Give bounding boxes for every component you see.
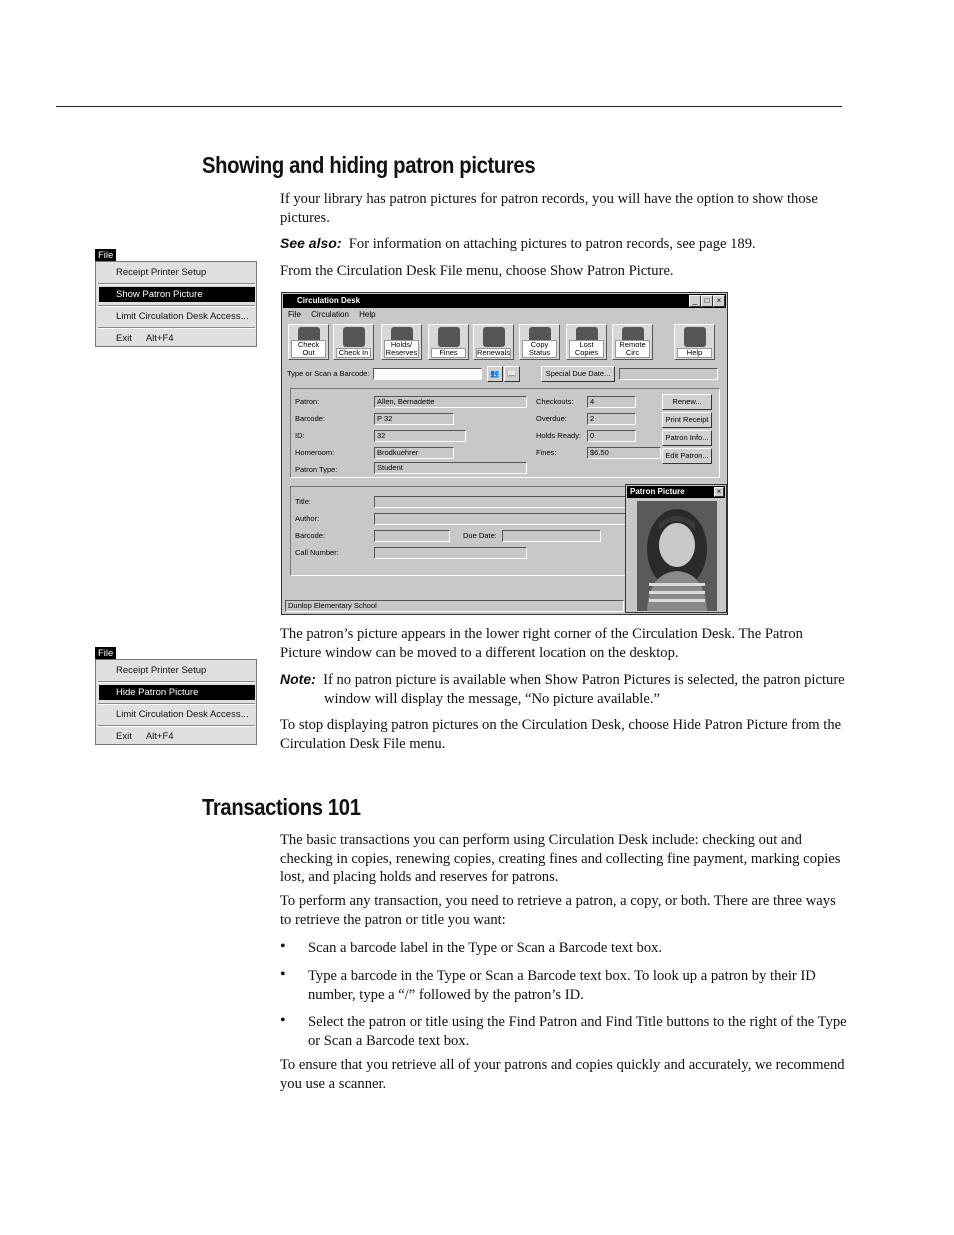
holds-reserves-button[interactable] — [381, 324, 422, 360]
menu-item-hide-patron-picture[interactable]: Hide Patron Picture — [99, 685, 255, 700]
edit-patron-button[interactable]: Edit Patron... — [662, 448, 712, 464]
maximize-icon[interactable]: □ — [701, 295, 713, 307]
close-icon[interactable]: × — [714, 487, 724, 497]
bullet-icon: • — [280, 966, 286, 983]
print-receipt-button[interactable]: Print Receipt — [662, 412, 712, 428]
homeroom-label: Homeroom: — [295, 448, 335, 457]
file-menu-title[interactable]: File — [95, 647, 116, 660]
patron-type-field: Student — [374, 462, 527, 474]
due-date-label: Due Date: — [463, 531, 497, 540]
tool-label: Renewals — [477, 348, 510, 357]
renewals-icon — [483, 327, 505, 347]
menu-separator — [98, 283, 255, 285]
tool-label: Lost Copies — [569, 340, 604, 358]
copy-barcode-field — [374, 530, 450, 542]
patron-picture-title: Patron Picture — [627, 486, 725, 498]
checkouts-field: 4 — [587, 396, 636, 408]
bullet-icon: • — [280, 938, 286, 955]
fines-field: $6.50 — [587, 447, 661, 459]
paragraph: From the Circulation Desk File menu, choose Show Patron Picture. — [280, 263, 674, 279]
file-menu-show — [95, 249, 258, 349]
close-icon[interactable]: × — [713, 295, 725, 307]
exit-label: Exit — [116, 731, 132, 742]
menu-item-show-patron-picture[interactable]: Show Patron Picture — [99, 287, 255, 302]
holds-ready-field: 0 — [587, 430, 636, 442]
see-also — [280, 234, 846, 254]
copy-barcode-label: Barcode: — [295, 531, 326, 540]
exit-shortcut: Alt+F4 — [145, 333, 174, 344]
tool-label: Help — [677, 348, 712, 358]
menu-item-exit[interactable] — [99, 331, 255, 346]
exit-shortcut: Alt+F4 — [145, 731, 174, 742]
section-heading: Showing and hiding patron pictures — [202, 152, 536, 178]
header-rule — [56, 106, 842, 107]
paragraph: The basic transactions you can perform using Circulation Desk include: checking out and checking in copies, renewing copies, creating fines and collecting fine payment, marking copies lost, and placing holds and reserves for patrons. — [280, 832, 841, 885]
tool-label: Remote Circ — [615, 340, 650, 358]
overdue-field: 2 — [587, 413, 636, 425]
id-field: 32 — [374, 430, 466, 442]
homeroom-field: Brodkuehrer — [374, 447, 454, 459]
tool-label: Holds/ Reserves — [385, 340, 418, 357]
tool-label: Check Out — [291, 340, 326, 358]
overdue-label: Overdue: — [536, 414, 567, 423]
menu-bar — [288, 310, 384, 319]
holds-ready-label: Holds Ready: — [536, 431, 582, 440]
section-heading: Transactions 101 — [202, 794, 361, 820]
remote-circ-button[interactable] — [612, 324, 653, 360]
checkouts-label: Checkouts: — [536, 397, 574, 406]
menu-item-receipt-printer[interactable]: Receipt Printer Setup — [116, 665, 207, 676]
fines-label: Fines: — [536, 448, 557, 457]
special-due-date-button[interactable]: Special Due Date... — [541, 366, 615, 382]
menu-separator — [98, 327, 255, 329]
minimize-icon[interactable]: _ — [689, 295, 701, 307]
note — [280, 670, 846, 708]
patron-picture-window[interactable] — [625, 484, 727, 613]
menu-item-receipt-printer[interactable]: Receipt Printer Setup — [116, 267, 207, 278]
menu-separator — [98, 681, 255, 683]
patron-info-button[interactable]: Patron Info... — [662, 430, 712, 446]
exit-label: Exit — [116, 333, 132, 344]
barcode-label: Barcode: — [295, 414, 326, 423]
paragraph: The patron’s picture appears in the lower right corner of the Circulation Desk. The Patron Picture window can be moved to a different location on the desktop. — [280, 626, 803, 661]
paragraph: If your library has patron pictures for patron records, you will have the option to show those pictures. — [280, 191, 818, 226]
menu-file[interactable]: File — [288, 310, 301, 319]
menu-item-exit[interactable] — [99, 729, 255, 744]
barcode-input[interactable] — [373, 368, 482, 380]
patron-field: Allen, Bernadette — [374, 396, 527, 408]
check-in-icon — [343, 327, 365, 347]
barcode-field: P 32 — [374, 413, 454, 425]
paragraph: To stop displaying patron pictures on the Circulation Desk, choose Hide Patron Picture from the Circulation Desk File menu. — [280, 717, 842, 752]
tool-label: Check In — [336, 348, 371, 358]
menu-item-limit-access[interactable]: Limit Circulation Desk Access... — [116, 709, 249, 720]
see-also-text: For information on attaching pictures to patron records, see page 189. — [348, 236, 756, 252]
menu-separator — [98, 703, 255, 705]
barcode-input-label: Type or Scan a Barcode: — [287, 369, 370, 378]
file-menu-title[interactable]: File — [95, 249, 116, 262]
menu-separator — [98, 725, 255, 727]
title-field — [374, 496, 628, 508]
tool-label: Copy Status — [522, 340, 557, 358]
paragraph: To ensure that you retrieve all of your patrons and copies quickly and accurately, we recommend you use a scanner. — [280, 1057, 845, 1092]
check-in-button[interactable] — [333, 324, 374, 360]
renewals-button[interactable] — [473, 324, 514, 360]
menu-help[interactable]: Help — [359, 310, 376, 319]
paragraph: To perform any transaction, you need to retrieve a patron, a copy, or both. There are three ways to retrieve the patron or title you want: — [280, 893, 836, 928]
file-menu-hide — [95, 647, 258, 747]
author-label: Author: — [295, 514, 320, 523]
copy-status-button[interactable] — [519, 324, 560, 360]
fines-icon — [438, 327, 460, 347]
help-icon — [684, 327, 706, 347]
id-label: ID: — [295, 431, 305, 440]
window-title: Circulation Desk — [283, 294, 726, 308]
list-item: Scan a barcode label in the Type or Scan a Barcode text box. — [308, 940, 663, 956]
find-patron-icon[interactable]: 👥 — [487, 366, 503, 382]
call-number-label: Call Number: — [295, 548, 339, 557]
call-number-field — [374, 547, 527, 559]
status-bar: Dunlop Elementary School — [285, 600, 624, 612]
tool-label: Fines — [431, 348, 466, 358]
menu-item-limit-access[interactable]: Limit Circulation Desk Access... — [116, 311, 249, 322]
see-also-label: See also: — [280, 235, 342, 251]
due-date-display — [619, 368, 718, 380]
find-title-icon[interactable]: 📖 — [504, 366, 520, 382]
list-item: Type a barcode in the Type or Scan a Barcode text box. To look up a patron by their ID number, type a “/” followed by the patron’s ID. — [308, 968, 816, 1003]
title-label: Title: — [295, 497, 311, 506]
check-out-button[interactable] — [288, 324, 329, 360]
note-text: If no patron picture is available when Show Patron Pictures is selected, the patron picture window will display the message, “No picture available.” — [323, 672, 845, 707]
menu-circulation[interactable]: Circulation — [311, 310, 349, 319]
renew-button[interactable]: Renew... — [662, 394, 712, 410]
bullet-icon: • — [280, 1012, 286, 1029]
author-field — [374, 513, 628, 525]
patron-type-label: Patron Type: — [295, 465, 338, 474]
help-button[interactable] — [674, 324, 715, 360]
patron-label: Patron: — [295, 397, 320, 406]
due-date-field — [502, 530, 601, 542]
list-item: Select the patron or title using the Find Patron and Find Title buttons to the right of the Type or Scan a Barcode text box. — [308, 1014, 847, 1049]
lost-copies-button[interactable] — [566, 324, 607, 360]
note-label: Note: — [280, 671, 316, 687]
menu-separator — [98, 305, 255, 307]
patron-photo — [637, 501, 717, 611]
fines-button[interactable] — [428, 324, 469, 360]
